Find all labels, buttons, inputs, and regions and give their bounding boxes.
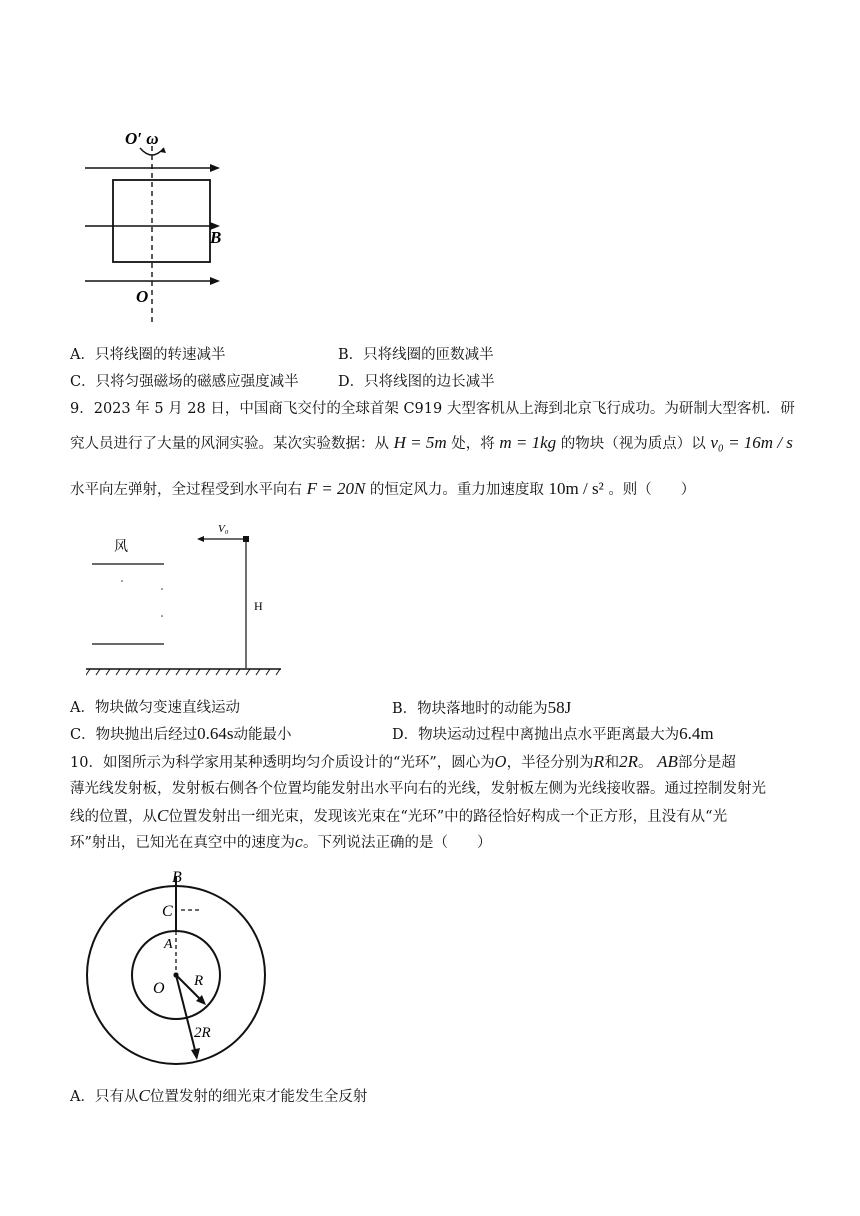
q10-r-label: R bbox=[194, 973, 204, 989]
q9-height-value: H = 5m bbox=[393, 433, 447, 452]
q10-ring-figure bbox=[80, 862, 280, 1074]
q9-option-c: C．物块抛出后经过0.64s动能最小 bbox=[70, 724, 292, 743]
q9-block bbox=[243, 536, 249, 542]
q9-gravity-value: 10m / s² bbox=[548, 479, 604, 498]
q8-b-label: B bbox=[210, 228, 222, 247]
q9-stem-line3: 水平向左弹射，全过程受到水平向右 F = 20N 的恒定风力。重力加速度取 10m / s² 。则（ ） bbox=[70, 479, 696, 498]
q8-option-a: A．只将线圈的转速减半 bbox=[70, 347, 226, 363]
q9-wind-figure bbox=[86, 518, 286, 688]
q10-stem-line4: 环”射出，已知光在真空中的速度为c。下列说法正确的是（ ） bbox=[70, 835, 492, 851]
q8-omega-label: O′ ω bbox=[125, 129, 159, 148]
q9-option-b: B．物块落地时的动能为58J bbox=[392, 698, 572, 717]
q9-wind-label: 风 bbox=[114, 540, 128, 555]
q9-stem-line2: 究人员进行了大量的风洞实验。某次实验数据：从 H = 5m 处，将 m = 1kg 的物块（视为质点）以 v₀ = 16m / s bbox=[70, 433, 793, 452]
q10-stem-line3: 线的位置，从C位置发射出一细光束，发现该光束在“光环”中的路径恰好构成一个正方形，且没有从“光 bbox=[70, 806, 728, 825]
q9-force-value: F = 20N bbox=[306, 479, 366, 498]
q10-stem-line2: 薄光线发射板，发射板右侧各个位置均能发射出水平向右的光线，发射板左侧为光线接收器。通过控制发射光 bbox=[70, 781, 766, 797]
q9-v0-label: V₀ bbox=[218, 523, 229, 535]
q8-o-label: O bbox=[136, 287, 149, 306]
q10-o-label: O bbox=[153, 980, 165, 997]
q10-stem-line1: 10．如图所示为科学家用某种透明均匀介质设计的“光环”，圆心为O，半径分别为R和2R。 AB部分是超 bbox=[70, 752, 736, 771]
q8-option-c: C．只将匀强磁场的磁感应强度减半 bbox=[70, 374, 299, 390]
q9-velocity-value: v₀ = 16m / s bbox=[710, 433, 793, 452]
q10-a-label: A bbox=[164, 937, 173, 952]
q9-option-a: A．物块做匀变速直线运动 bbox=[70, 700, 240, 716]
q10-c-label: C bbox=[162, 903, 173, 920]
q10-option-a: A．只有从C位置发射的细光束才能发生全反射 bbox=[70, 1086, 368, 1105]
q10-b-label: B bbox=[172, 869, 182, 886]
q9-mass-value: m = 1kg bbox=[499, 433, 557, 452]
q9-stem-line1: 9．2023 年 5 月 28 日，中国商飞交付的全球首架 C919 大型客机从上海到北京飞行成功。为研制大型客机．研 bbox=[70, 401, 795, 417]
q8-option-d: D．只将线图的边长减半 bbox=[338, 374, 495, 390]
q9-option-d: D．物块运动过程中离抛出点水平距离最大为6.4m bbox=[392, 724, 714, 743]
coil-square bbox=[113, 180, 210, 262]
q10-2r-label: 2R bbox=[194, 1025, 211, 1041]
q8-coil-figure bbox=[80, 126, 250, 326]
q8-option-b: B．只将线圈的匝数减半 bbox=[338, 347, 494, 363]
q9-h-label: H bbox=[254, 599, 263, 613]
